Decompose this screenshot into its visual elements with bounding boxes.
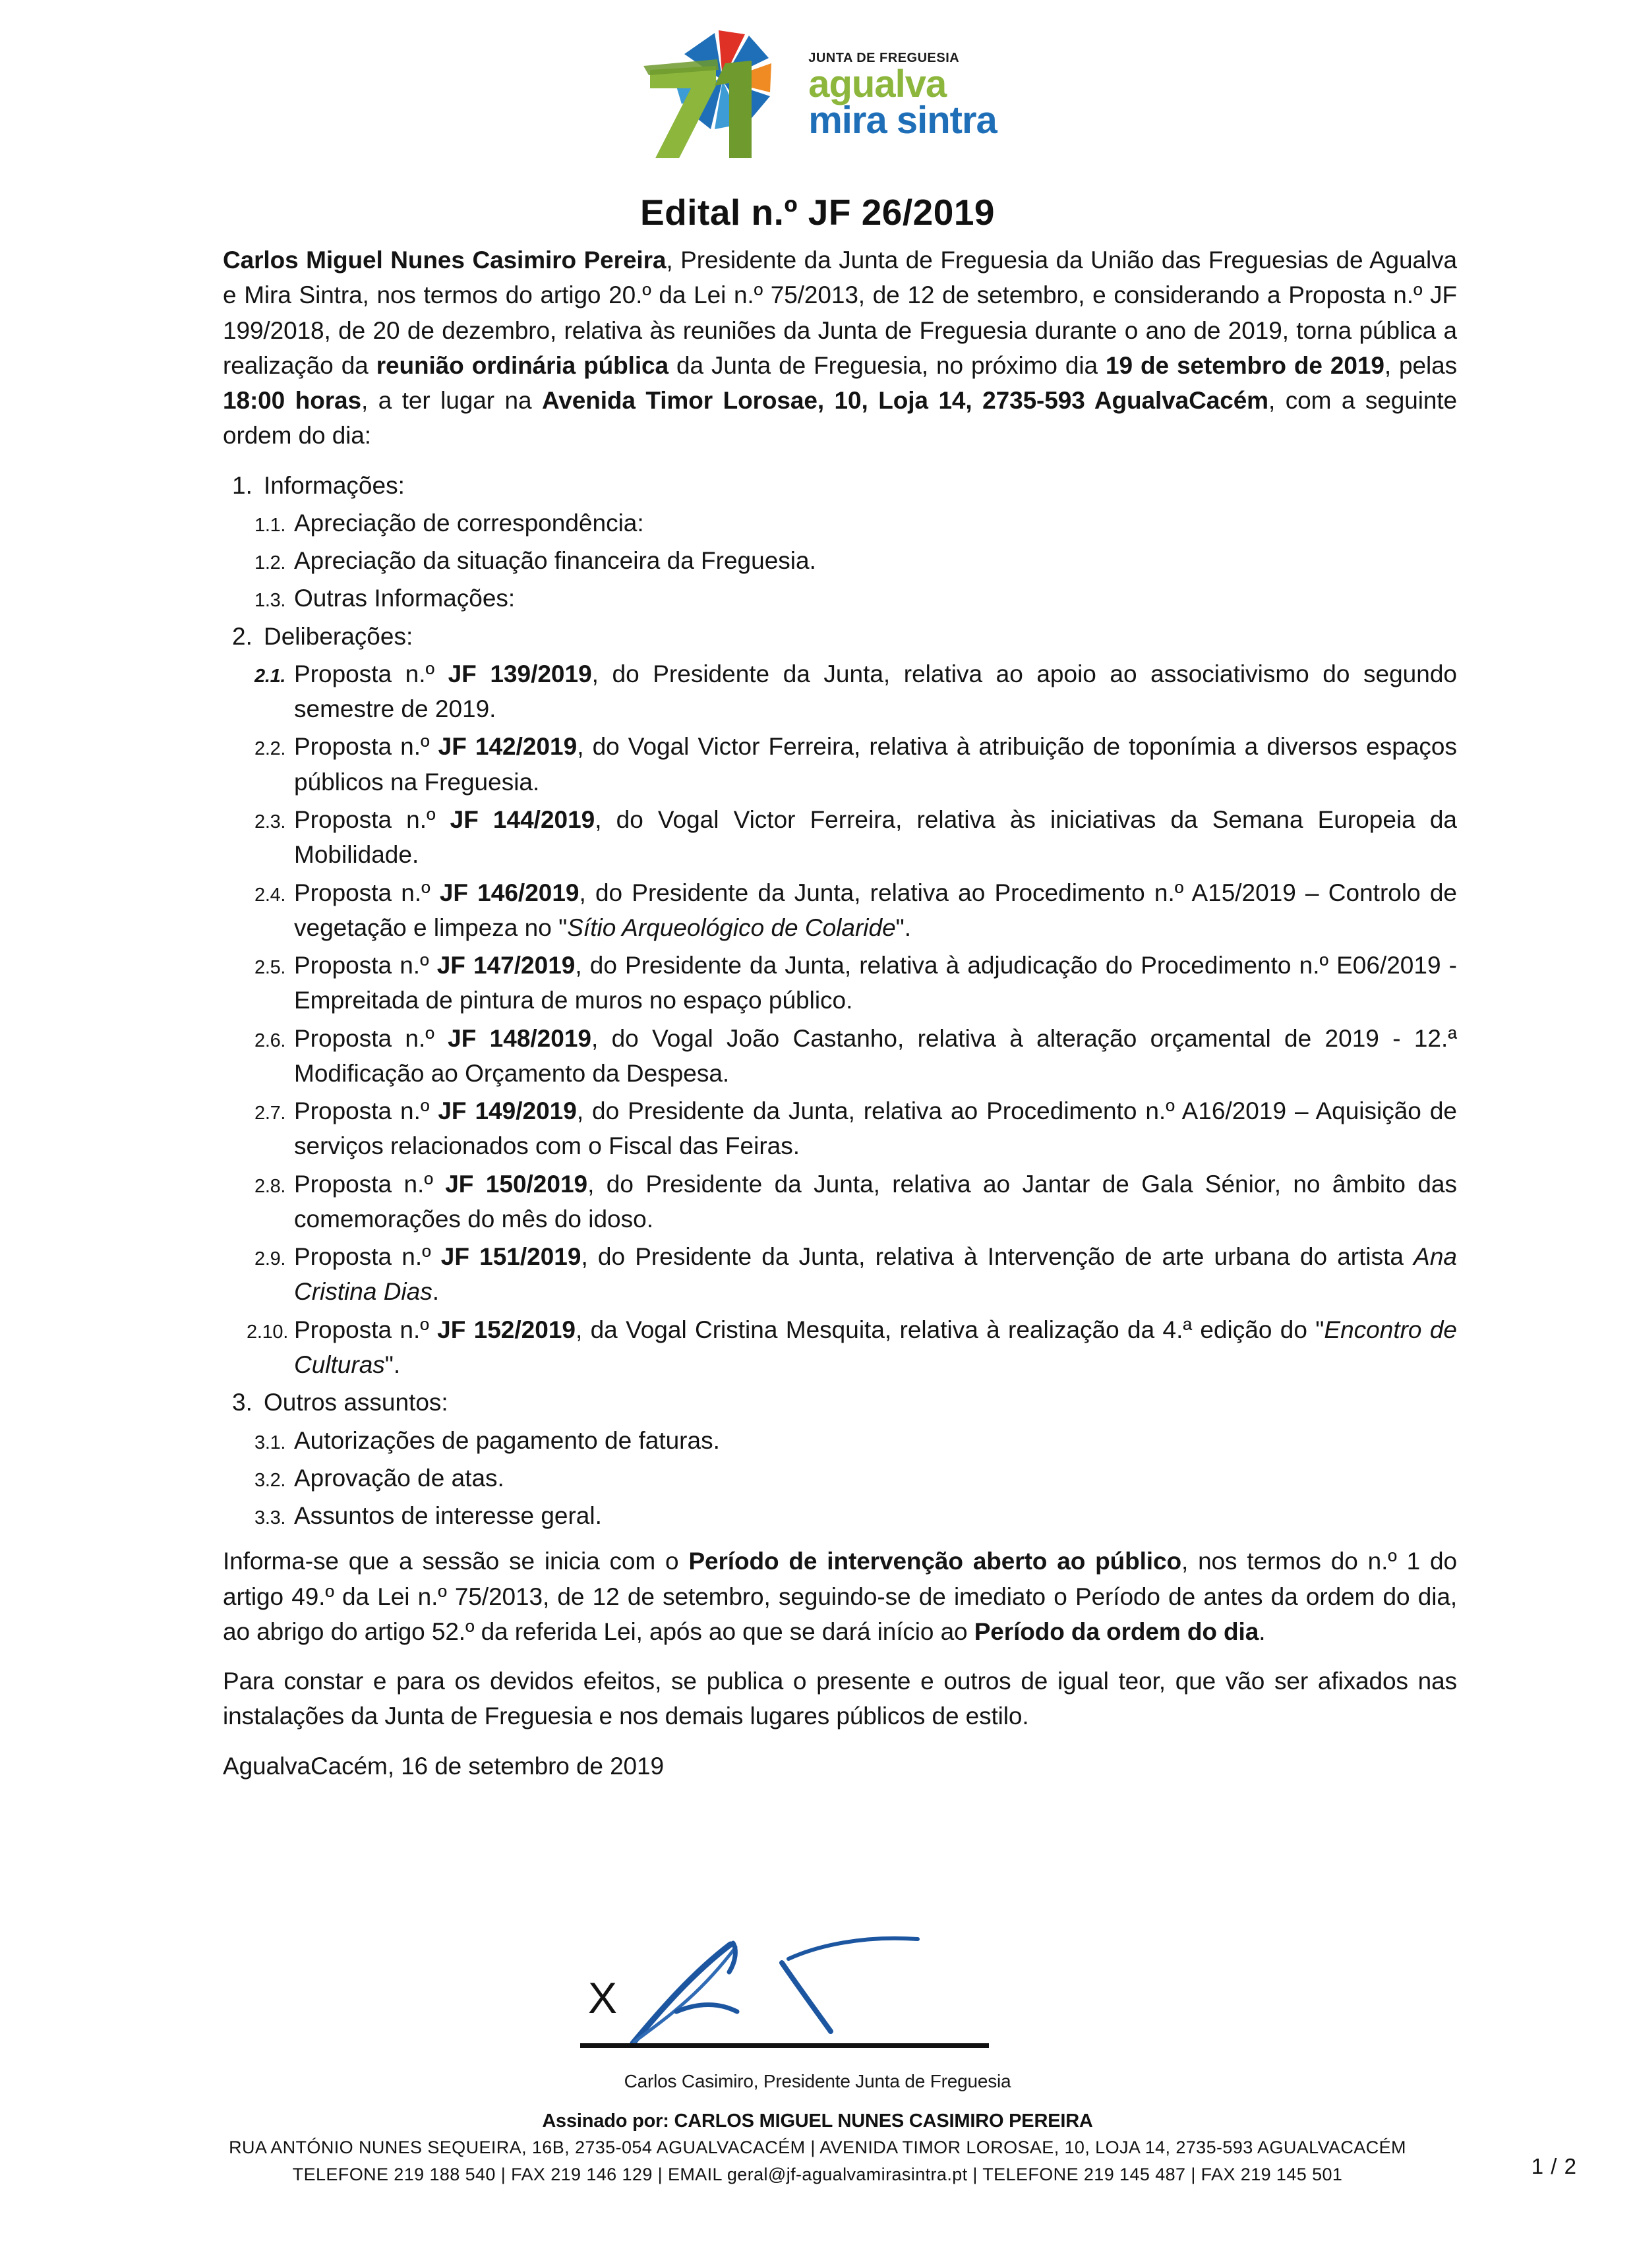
item-text [294,729,1457,800]
item-number: 2.7. [254,1103,286,1124]
digitally-signed-by: Assinado por: CARLOS MIGUEL NUNES CASIMIRO PEREIRA [542,2110,1093,2132]
proposal-ref: JF 142/2019 [438,733,578,761]
agenda-item-3-2 [223,1461,1457,1496]
agenda-item-2-1 [223,656,1457,727]
agenda-item-1-2 [223,543,1457,578]
intro-text-3: , pelas [1384,351,1458,379]
item-body: , do Presidente da Junta, relativa à adjudicação do Procedimento n.º E06/2019 - Empreitada de pintura de muros no espaço público. [294,952,1457,1014]
closing-text-2: , nos termos do n.º 1 do artigo 49.º da Lei n.º 75/2013, de 12 de setembro, seguindo-se de imediato o Período de antes da ordem do dia, ao abrigo do artigo 52.º da referida Lei, após ao que se dará início ao [223,1548,1457,1645]
item-number: 1.3. [254,590,286,612]
proposal-ref: JF 144/2019 [450,805,595,833]
agenda-item-1-1 [223,506,1457,540]
meeting-date: 19 de setembro de 2019 [1106,351,1384,379]
item-body: , do Presidente da Junta, relativa ao Procedimento n.º A15/2019 – Controlo de vegetação e limpeza no " [294,879,1457,941]
item-text [294,948,1457,1018]
item-prefix: Proposta n.º [294,1316,438,1343]
item-number: 2.4. [254,884,286,906]
signature-line [580,2043,989,2048]
item-body: , do Vogal Victor Ferreira, relativa à atribuição de toponímia a diversos espaços públicos na Freguesia. [294,733,1457,796]
item-number: 3.3. [254,1507,286,1529]
item-text [294,1093,1457,1164]
agenda-item-2-5 [223,948,1457,1018]
public-intervention-period: Período de intervenção aberto ao público [688,1548,1181,1575]
section-label: Deliberações: [264,622,413,650]
item-number: 2.5. [254,957,286,979]
agenda-item-3-3 [223,1498,1457,1533]
item-text [294,1312,1457,1383]
page-number: 1 / 2 [1531,2154,1577,2178]
item-italic: Encontro de Culturas [294,1316,1457,1378]
signature-area [580,1951,1042,2070]
item-text: Assuntos de interesse geral. [294,1502,602,1530]
item-text [294,1167,1457,1237]
item-number: 2.9. [254,1248,286,1270]
logo-name-mira-sintra: mira sintra [808,99,997,142]
item-text [294,1021,1457,1091]
meeting-address: Avenida Timor Lorosae, 10, Loja 14, 2735-593 AgualvaCacém [542,387,1268,415]
item-number: 3.2. [254,1469,286,1491]
agenda-section-3 [223,1385,1457,1420]
page-footer [0,2134,1635,2188]
item-text: Apreciação da situação financeira da Freguesia. [294,547,816,575]
item-text [294,802,1457,873]
pinwheel-logo-icon [638,22,803,174]
item-body: , do Presidente da Junta, relativa ao Procedimento n.º A16/2019 – Aquisição de serviços relacionados com o Fiscal das Feiras. [294,1097,1457,1160]
section-number: 2. [232,622,253,650]
closing-paragraph-1 [223,1544,1457,1649]
item-prefix: Proposta n.º [294,879,440,906]
logo-name-agualva: agualva [808,62,947,105]
agenda-period: Período da ordem do dia [974,1617,1259,1645]
item-prefix: Proposta n.º [294,660,448,687]
item-text [294,656,1457,727]
section-number: 3. [232,1389,253,1416]
item-number: 2.6. [254,1030,286,1051]
section-label: Informações: [264,471,405,499]
footer-contact-line: TELEFONE 219 188 540 | FAX 219 146 129 | EMAIL geral@jf-agualvamirasintra.pt | TELEFONE 219 145 487 | FAX 219 145 501 [292,2164,1343,2184]
item-italic: Sítio Arqueológico de Colaride [567,914,896,941]
proposal-ref: JF 148/2019 [448,1024,591,1052]
proposal-ref: JF 150/2019 [445,1170,588,1198]
meeting-time: 18:00 horas [223,387,361,415]
closing-text-1: Informa-se que a sessão se inicia com o [223,1548,689,1575]
intro-paragraph [223,243,1457,453]
item-number: 1.1. [254,514,286,536]
item-body: , do Presidente da Junta, relativa ao Jantar de Gala Sénior, no âmbito das comemorações do mês do idoso. [294,1170,1457,1233]
agenda-item-2-8 [223,1167,1457,1237]
item-prefix: Proposta n.º [294,1097,438,1125]
document-title: Edital n.º JF 26/2019 [639,192,996,233]
proposal-ref: JF 139/2019 [448,660,592,687]
signature-x-mark: X [588,1973,618,2022]
item-number: 3.1. [254,1432,286,1453]
item-number: 1.2. [254,552,286,574]
item-prefix: Proposta n.º [294,1024,448,1052]
item-number: 2.2. [254,738,286,760]
agenda-item-2-10 [223,1312,1457,1383]
agenda-item-2-6 [223,1021,1457,1091]
agenda-section-2 [223,619,1457,654]
proposal-ref: JF 146/2019 [439,879,580,906]
agenda-section-1 [223,468,1457,503]
item-number: 2.1. [254,665,286,687]
proposal-ref: JF 151/2019 [440,1243,581,1271]
organization-logo [0,22,1635,174]
intro-text-1: , Presidente da Junta de Freguesia da União das Freguesias de Agualva e Mira Sintra, nos termos do artigo 20.º da Lei n.º 75/2013, de 12 de setembro, e considerando a Proposta n.º JF 199/2018, de 20 de dezembro, relativa às reuniões da Junta de Freguesia durante o ano de 2019, torna pública a realização da [223,247,1457,379]
agenda-item-2-9 [223,1239,1457,1310]
proposal-ref: JF 147/2019 [436,952,576,979]
section-number: 1. [232,471,253,499]
item-body: , do Presidente da Junta, relativa à Intervenção de arte urbana do artista [581,1243,1414,1271]
section-label: Outros assuntos: [264,1389,448,1416]
item-tail: ". [895,914,912,941]
item-body: , do Presidente da Junta, relativa ao apoio ao associativismo do segundo semestre de 2019. [294,660,1457,723]
agenda-item-1-3 [223,581,1457,616]
intro-text-5: , com a seguinte ordem do dia: [223,387,1457,450]
item-text: Aprovação de atas. [294,1464,504,1492]
proposal-ref: JF 152/2019 [437,1316,576,1343]
item-body: , da Vogal Cristina Mesquita, relativa à realização da 4.ª edição do " [575,1316,1324,1343]
agenda-item-3-1 [223,1423,1457,1458]
item-body: , do Vogal Victor Ferreira, relativa às iniciativas da Semana Europeia da Mobilidade. [294,805,1457,869]
item-prefix: Proposta n.º [294,733,438,761]
item-italic: Ana Cristina Dias [294,1243,1457,1306]
item-number: 2.8. [254,1175,286,1197]
item-tail: . [432,1278,439,1306]
item-text [294,1239,1457,1310]
item-body: , do Vogal João Castanho, relativa à alteração orçamental de 2019 - 12.ª Modificação ao Orçamento da Despesa. [294,1024,1457,1087]
agenda-item-2-3 [223,802,1457,873]
item-text [294,875,1457,946]
item-text: Outras Informações: [294,585,516,612]
president-name: Carlos Miguel Nunes Casimiro Pereira [223,247,667,274]
item-prefix: Proposta n.º [294,805,450,833]
document-body [223,243,1457,1790]
footer-address-line: RUA ANTÓNIO NUNES SEQUEIRA, 16B, 2735-054 AGUALVACACÉM | AVENIDA TIMOR LOROSAE, 10, LOJA 14, 2735-593 AGUALVACACÉM [229,2137,1406,2157]
item-tail: ". [384,1351,401,1378]
item-prefix: Proposta n.º [294,1243,441,1271]
item-number: 2.3. [254,811,286,832]
item-text: Autorizações de pagamento de faturas. [294,1426,720,1454]
closing-text-3: . [1259,1617,1266,1645]
intro-text-2: da Junta de Freguesia, no próximo dia [668,351,1106,379]
item-number: 2.10. [247,1321,288,1343]
signatory-name-role: Carlos Casimiro, Presidente Junta de Freguesia [624,2071,1011,2091]
meeting-type: reunião ordinária pública [376,351,669,379]
item-text: Apreciação de correspondência: [294,509,644,537]
logo-tagline: JUNTA DE FREGUESIA [808,50,960,65]
proposal-ref: JF 149/2019 [438,1097,577,1125]
agenda-item-2-7 [223,1093,1457,1164]
item-prefix: Proposta n.º [294,1170,446,1198]
agenda-item-2-4 [223,875,1457,946]
agenda-item-2-2 [223,729,1457,800]
item-prefix: Proposta n.º [294,952,437,979]
closing-paragraph-2: Para constar e para os devidos efeitos, se publica o presente e outros de igual teor, que vão ser afixados nas instalações da Junta de Freguesia e nos demais lugares públicos de estilo. [223,1668,1457,1730]
intro-text-4: , a ter lugar na [361,387,542,415]
place-and-date: AgualvaCacém, 16 de setembro de 2019 [223,1752,664,1780]
